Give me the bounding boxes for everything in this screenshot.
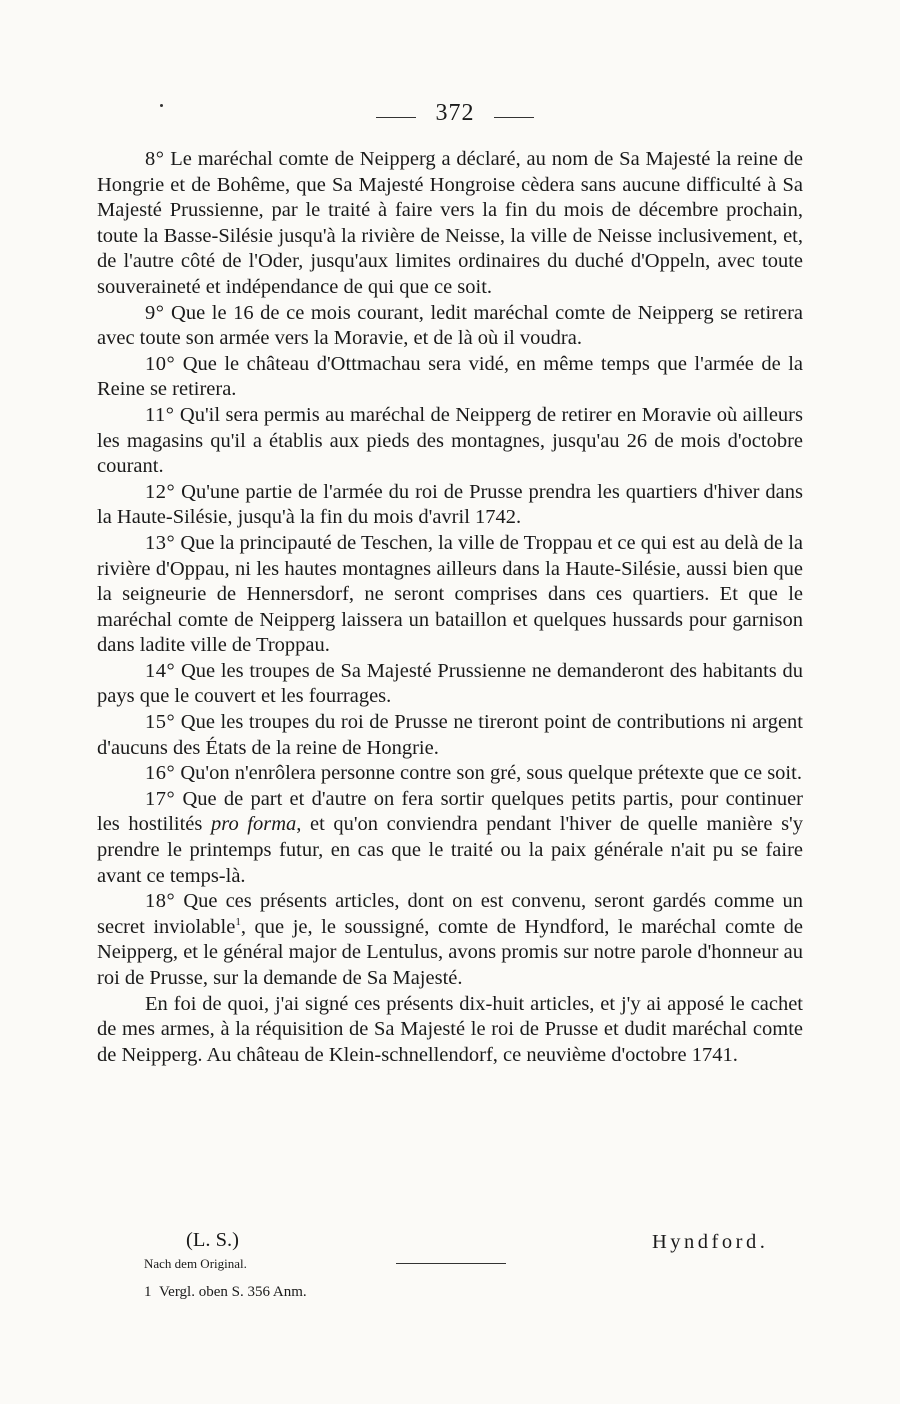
article-number: 10° — [145, 352, 176, 375]
article-11 — [97, 403, 803, 480]
article-12 — [97, 480, 803, 531]
article-number: 15° — [145, 711, 176, 734]
closing-text: En foi de quoi, j'ai signé ces présents dix-huit articles, et j'y ai apposé le cachet de mes armes, à la réquisition de Sa Majesté le roi de Prusse et dudit maréchal comte de Neipperg. Au château de Klein-schnellendorf, ce neuvième d'octobre 1741. — [97, 992, 803, 1066]
article-number: 17° — [145, 787, 176, 810]
article-number: 8° — [145, 148, 165, 170]
article-number: 12° — [145, 480, 176, 503]
article-text: Que le château d'Ottmachau sera vidé, en même temps que l'armée de la Reine se retirera. — [97, 352, 804, 401]
article-text: Qu'une partie de l'armée du roi de Prusse prendra les quartiers d'hiver dans la Haute-Silésie, jusqu'à la fin du mois d'avril 1742. — [97, 480, 803, 529]
article-number: 14° — [145, 659, 176, 682]
article-number: 13° — [145, 531, 176, 554]
article-10 — [97, 352, 803, 403]
article-13 — [97, 531, 803, 659]
footnote-text: Vergl. oben S. 356 Anm. — [159, 1284, 307, 1300]
article-text: Que les troupes du roi de Prusse ne tireront point de contributions ni argent d'aucuns des États de la reine de Hongrie. — [97, 711, 804, 759]
footnote — [144, 1284, 307, 1301]
article-8 — [97, 147, 803, 301]
article-text-continued: , et qu'on conviendra pendant l'hiver de quelle manière s'y prendre le printemps futur, en cas que le traité ou la paix générale n'ait pu se faire avant ce temps-là. — [97, 813, 803, 887]
seal-mark: (L. S.) — [186, 1229, 239, 1251]
article-text: Que le 16 de ce mois courant, ledit maréchal comte de Neipperg se retirera avec toute son armée vers la Moravie, et de là où il voudra. — [97, 301, 804, 350]
article-text: Que ces présents articles, dont on est convenu, seront gardés comme un secret inviolable — [97, 890, 803, 938]
signature: Hyndford. — [652, 1231, 769, 1253]
article-text: Le maréchal comte de Neipperg a déclaré, au nom de Sa Majesté la reine de Hongrie et de Bohême, que Sa Majesté Hongroise cèdera sans aucune difficulté à Sa Majesté Prussienne, par le traité à faire vers la fin du mois de décembre prochain, toute la Basse-Silésie jusqu'à la rivière de Neisse, la ville de Neisse inclusivement, et, de l'autre côté de l'Oder, jusqu'aux limites ordinaires du duché d'Oppeln, avec toute souveraineté et indépendance de qui que ce soit. — [97, 148, 803, 298]
article-number: 16° — [145, 762, 176, 785]
article-text-continued: , que je, le soussigné, comte de Hyndford, le maréchal comte de Neipperg, et le général major de Lentulus, avons promis sur notre parole d'honneur au roi de Prusse, sur la demande de Sa Majesté. — [97, 915, 803, 989]
header-rule-left — [376, 117, 416, 118]
article-16 — [97, 761, 803, 787]
footnote-reference[interactable]: 1 — [235, 915, 241, 928]
article-number: 9° — [145, 301, 165, 324]
closing-paragraph — [97, 992, 803, 1069]
italic-phrase: pro forma — [210, 813, 297, 836]
article-text: Qu'on n'enrôlera personne contre son gré, sous quelque prétexte que ce soit. — [180, 762, 802, 785]
page-header — [0, 100, 900, 130]
article-text: Que de part et d'autre on fera sortir quelques petits partis, pour continuer les hostilités — [97, 787, 804, 836]
header-rule-right — [494, 117, 534, 118]
article-text: Que la principauté de Teschen, la ville de Troppau et ce qui est au delà de la rivière d'Oppau, ni les hautes montagnes ailleurs dans la Haute-Silésie, aussi bien que la seigneurie de Hennersdorf, ne seront comprises dans ces quartiers. Et que le maréchal comte de Neipperg laissera un bataillon et quelques hussards pour garnison dans ladite ville de Troppau. — [97, 531, 803, 657]
article-17 — [97, 787, 803, 889]
article-15 — [97, 710, 803, 761]
article-text: Qu'il sera permis au maréchal de Neipperg de retirer en Moravie où ailleurs les magasins qu'il a établis aux pieds des montagnes, jusqu'au 26 de mois d'octobre courant. — [97, 403, 803, 478]
article-number: 18° — [145, 890, 176, 913]
article-text: Que les troupes de Sa Majesté Prussienne ne demanderont des habitants du pays que le couvert et les fourrages. — [97, 659, 804, 708]
article-14 — [97, 659, 803, 710]
page-number: 372 — [435, 100, 475, 126]
article-9 — [97, 301, 803, 352]
footnote-mark: 1 — [144, 1284, 152, 1300]
article-number: 11° — [145, 403, 175, 426]
article-18 — [97, 889, 803, 991]
document-body — [97, 147, 803, 1068]
footnote-divider — [396, 1263, 506, 1264]
source-note: Nach dem Original. — [144, 1256, 247, 1271]
